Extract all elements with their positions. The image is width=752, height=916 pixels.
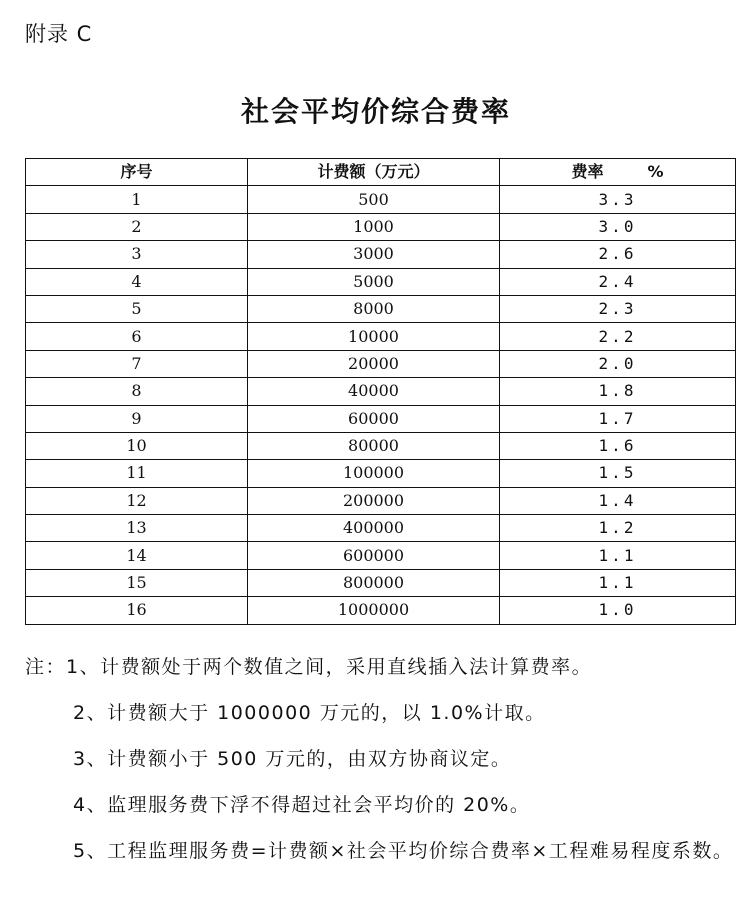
table-row <box>26 213 736 240</box>
cell-index: 3 <box>26 241 248 268</box>
cell-amount: 40000 <box>248 378 500 405</box>
cell-rate: 2.2 <box>500 323 736 350</box>
cell-rate: 1.8 <box>500 378 736 405</box>
cell-index: 11 <box>26 460 248 487</box>
cell-index: 12 <box>26 487 248 514</box>
cell-amount: 1000 <box>248 213 500 240</box>
note-5: 5、工程监理服务费=计费额×社会平均价综合费率×工程难易程度系数。 <box>73 840 734 862</box>
table-row <box>26 186 736 213</box>
cell-rate: 1.1 <box>500 542 736 569</box>
cell-rate: 2.0 <box>500 350 736 377</box>
cell-index: 15 <box>26 569 248 596</box>
cell-amount: 200000 <box>248 487 500 514</box>
header-rate <box>500 159 736 186</box>
cell-index: 2 <box>26 213 248 240</box>
note-1: 注：1、计费额处于两个数值之间，采用直线插入法计算费率。 <box>25 656 593 678</box>
table-row <box>26 295 736 322</box>
note-4: 4、监理服务费下浮不得超过社会平均价的 20%。 <box>73 794 531 816</box>
note-3: 3、计费额小于 500 万元的，由双方协商议定。 <box>73 748 512 770</box>
table-row <box>26 378 736 405</box>
cell-index: 7 <box>26 350 248 377</box>
table-body <box>26 186 736 624</box>
cell-rate: 2.4 <box>500 268 736 295</box>
header-index: 序号 <box>26 159 248 186</box>
table-row <box>26 405 736 432</box>
cell-amount: 800000 <box>248 569 500 596</box>
header-amount: 计费额（万元） <box>248 159 500 186</box>
cell-rate: 2.6 <box>500 241 736 268</box>
page-title: 社会平均价综合费率 <box>240 95 511 128</box>
table-row <box>26 569 736 596</box>
cell-rate: 1.4 <box>500 487 736 514</box>
cell-rate: 1.1 <box>500 569 736 596</box>
cell-amount: 20000 <box>248 350 500 377</box>
cell-amount: 1000000 <box>248 597 500 624</box>
cell-index: 1 <box>26 186 248 213</box>
cell-amount: 80000 <box>248 432 500 459</box>
rate-table <box>25 158 736 625</box>
table-header-row <box>26 159 736 186</box>
cell-index: 14 <box>26 542 248 569</box>
header-rate-label: 费率 <box>571 162 604 182</box>
cell-rate: 2.3 <box>500 295 736 322</box>
cell-rate: 1.7 <box>500 405 736 432</box>
table-row <box>26 487 736 514</box>
table-row <box>26 323 736 350</box>
cell-rate: 1.2 <box>500 515 736 542</box>
note-2: 2、计费额大于 1000000 万元的，以 1.0%计取。 <box>73 702 546 724</box>
table-row <box>26 515 736 542</box>
cell-index: 6 <box>26 323 248 350</box>
cell-amount: 60000 <box>248 405 500 432</box>
cell-index: 4 <box>26 268 248 295</box>
table-row <box>26 350 736 377</box>
cell-amount: 5000 <box>248 268 500 295</box>
cell-amount: 8000 <box>248 295 500 322</box>
cell-rate: 3.3 <box>500 186 736 213</box>
cell-index: 10 <box>26 432 248 459</box>
cell-rate: 1.0 <box>500 597 736 624</box>
cell-amount: 10000 <box>248 323 500 350</box>
cell-index: 5 <box>26 295 248 322</box>
cell-rate: 3.0 <box>500 213 736 240</box>
table-row <box>26 597 736 624</box>
appendix-label: 附录 C <box>25 22 93 46</box>
notes <box>25 644 737 874</box>
table-row <box>26 268 736 295</box>
table-row <box>26 432 736 459</box>
cell-index: 13 <box>26 515 248 542</box>
cell-rate: 1.5 <box>500 460 736 487</box>
table-row <box>26 542 736 569</box>
cell-amount: 400000 <box>248 515 500 542</box>
cell-amount: 100000 <box>248 460 500 487</box>
cell-amount: 600000 <box>248 542 500 569</box>
cell-rate: 1.6 <box>500 432 736 459</box>
cell-index: 8 <box>26 378 248 405</box>
cell-amount: 3000 <box>248 241 500 268</box>
cell-index: 9 <box>26 405 248 432</box>
table-row <box>26 460 736 487</box>
cell-index: 16 <box>26 597 248 624</box>
header-rate-unit: % <box>647 162 664 182</box>
cell-amount: 500 <box>248 186 500 213</box>
table-row <box>26 241 736 268</box>
